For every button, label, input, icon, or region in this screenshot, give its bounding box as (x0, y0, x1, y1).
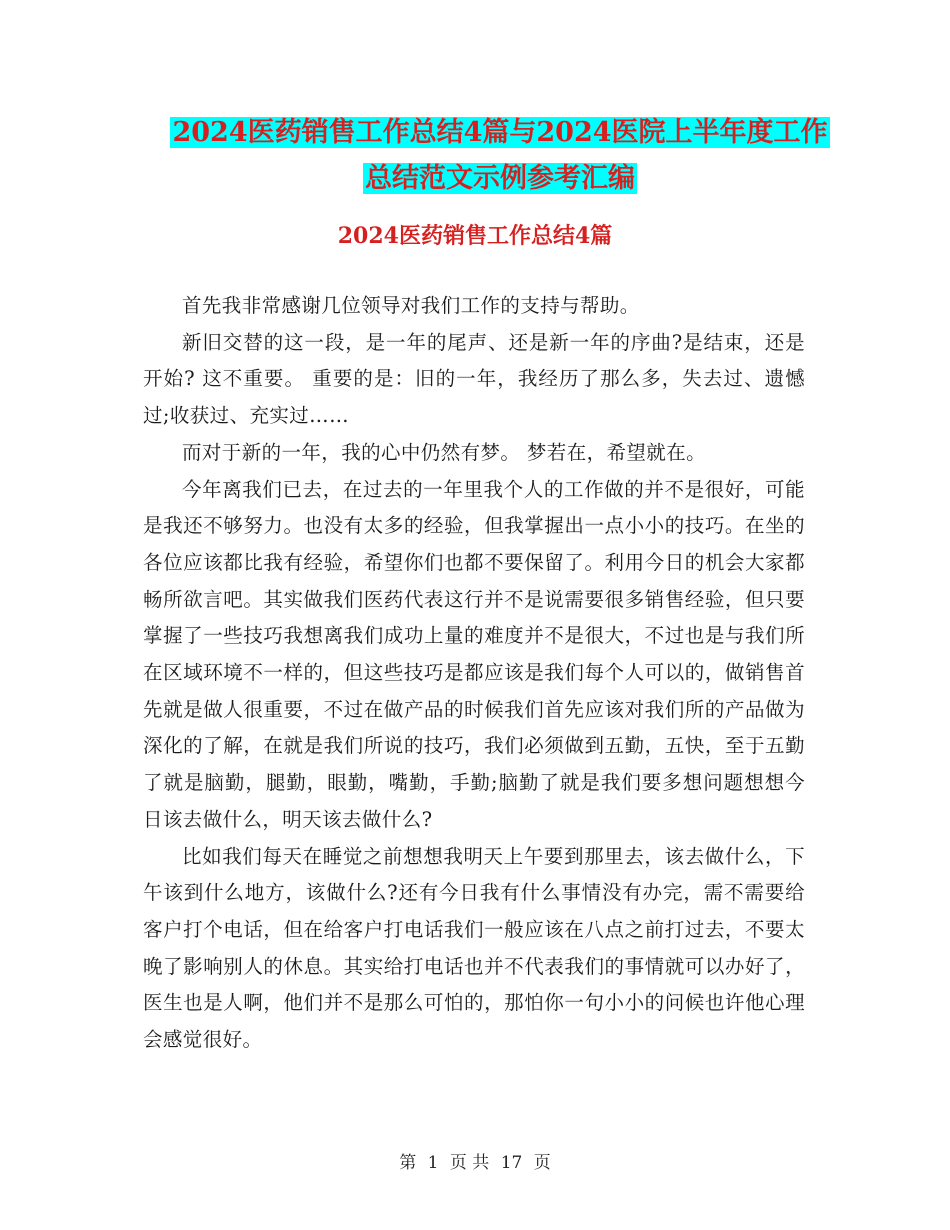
section-title: 2024医药销售工作总结4篇 (337, 223, 613, 249)
document-title (120, 110, 880, 202)
footer-suffix: 页 (533, 1153, 551, 1173)
paragraph: 比如我们每天在睡觉之前想想我明天上午要到那里去，该去做什么，下午该到什么地方，该做什么?还有今日我有什么事情没有办完，需不需要给客户打个电话，但在给客户打电话我们一般应该在八点之前打过去，不要太晚了影响别人的休息。其实给打电话也并不代表我们的事情就可以办好了，医生也是人啊，他们并不是那么可怕的，那怕你一句小小的问候也许他心理会感觉很好。 (143, 844, 805, 1052)
paragraph: 而对于新的一年，我的心中仍然有梦。 梦若在，希望就在。 (182, 440, 706, 464)
paragraph: 首先我非常感谢几位领导对我们工作的支持与帮助。 (182, 294, 640, 317)
paragraph: 新旧交替的这一段，是一年的尾声、还是新一年的序曲?是结束，还是开始? 这不重要。 重要的是：旧的一年，我经历了那么多，失去过、遗憾过;收获过、充实过…… (143, 330, 805, 428)
page-number: 1 (427, 1153, 439, 1173)
footer-prefix: 第 (399, 1153, 417, 1173)
title-line-1: 2024医药销售工作总结4篇与2024医院上半年度工作 (172, 117, 828, 148)
page-footer (0, 1151, 950, 1175)
page-total: 17 (500, 1153, 523, 1173)
footer-mid: 页 共 (449, 1153, 490, 1173)
title-line-2: 总结范文示例参考汇编 (365, 163, 635, 194)
document-body (143, 288, 805, 1059)
paragraph: 今年离我们已去，在过去的一年里我个人的工作做的并不是很好，可能是我还不够努力。也没有太多的经验，但我掌握出一点小小的技巧。在坐的各位应该都比我有经验，希望你们也都不要保留了。利用今日的机会大家都畅所欲言吧。其实做我们医药代表这行并不是说需要很多销售经验，但只要掌握了一些技巧我想离我们成功上量的难度并不是很大，不过也是与我们所在区域环境不一样的，但这些技巧是都应该是我们每个人可以的，做销售首先就是做人很重要，不过在做产品的时候我们首先应该对我们所的产品做为深化的了解，在就是我们所说的技巧，我们必须做到五勤，五快，至于五勤了就是脑勤，腿勤，眼勤，嘴勤，手勤;脑勤了就是我们要多想问题想想今日该去做什么，明天该去做什么? (143, 477, 805, 831)
